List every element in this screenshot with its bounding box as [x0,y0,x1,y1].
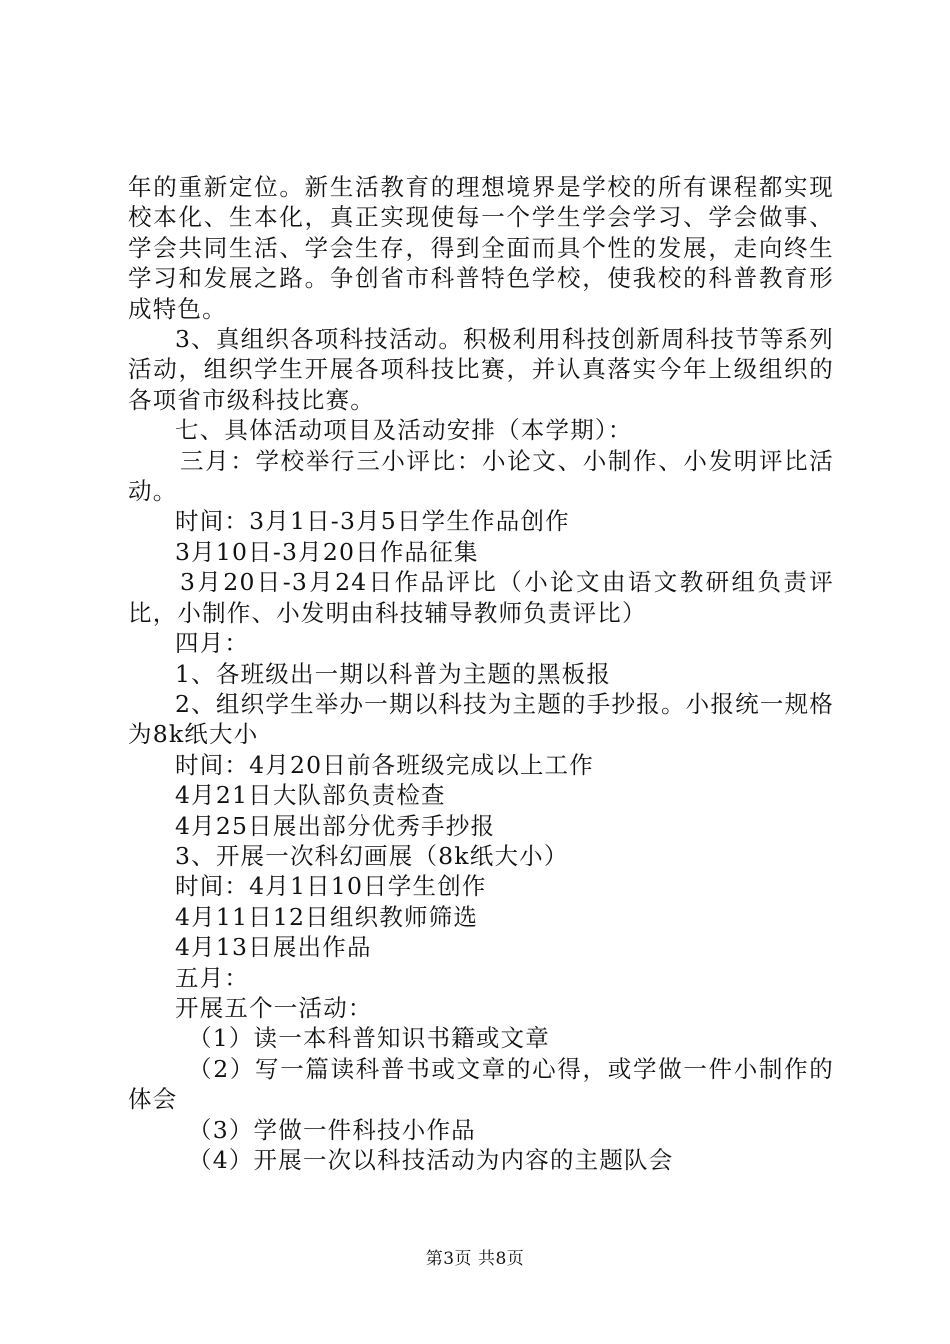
paragraph-positioning-continued: 年的重新定位。新生活教育的理想境界是学校的所有课程都实现校本化、生本化，真正实现使每一个学生学会学习、学会做事、学会共同生活、学会生存，得到全面而具个性的发展，走向终生学习和发展之路。争创省市科普特色学校，使我校的科普教育形成特色。 [128,173,834,323]
month-heading-may: 五月： [175,963,250,992]
list-item-april-2: 2、组织学生举办一期以科技为主题的手抄报。小报统一规格为8k纸大小 [128,689,834,749]
paragraph-march-intro: 三月：学校举行三小评比：小论文、小制作、小发明评比活动。 [128,446,834,506]
list-item-april-time-4: 时间：4月1日10日学生创作 [175,872,487,901]
list-item-april-3: 3、开展一次科幻画展（8k纸大小） [175,841,569,870]
list-item-april-time-3: 4月25日展出部分优秀手抄报 [175,811,496,840]
list-item-april-time-6: 4月13日展出作品 [175,933,372,962]
list-item-april-time-1: 时间：4月20日前各班级完成以上工作 [175,750,594,779]
section-heading-activity-schedule: 七、具体活动项目及活动安排（本学期）： [175,416,633,445]
list-item-march-time-2: 3月10日-3月20日作品征集 [175,537,479,566]
paragraph-tech-activities: 3、真组织各项科技活动。积极利用科技创新周科技节等系列活动，组织学生开展各项科技比赛，并认真落实今年上级组织的各项省市级科技比赛。 [128,325,834,414]
list-item-may-2: （2）写一篇读科普书或文章的心得，或学做一件小制作的体会 [128,1054,834,1114]
page-number-footer: 第3页 共8页 [425,1249,525,1269]
list-item-april-time-5: 4月11日12日组织教师筛选 [175,902,479,931]
list-item-april-1: 1、各班级出一期以科普为主题的黑板报 [175,659,612,688]
document-body [128,172,834,1175]
list-item-april-time-2: 4月21日大队部负责检查 [175,781,446,810]
list-item-march-time-3: 3月20日-3月24日作品评比（小论文由语文教研组负责评比，小制作、小发明由科技辅导教师负责评比） [128,568,834,627]
list-item-may-3: （3）学做一件科技小作品 [188,1115,476,1144]
list-item-may-4: （4）开展一次以科技活动为内容的主题队会 [188,1146,674,1174]
list-item-march-time-1: 时间：3月1日-3月5日学生作品创作 [175,507,570,536]
paragraph-may-intro: 开展五个一活动： [175,993,373,1022]
month-heading-april: 四月： [175,629,250,658]
list-item-may-1: （1）读一本科普知识书籍或文章 [188,1024,550,1053]
